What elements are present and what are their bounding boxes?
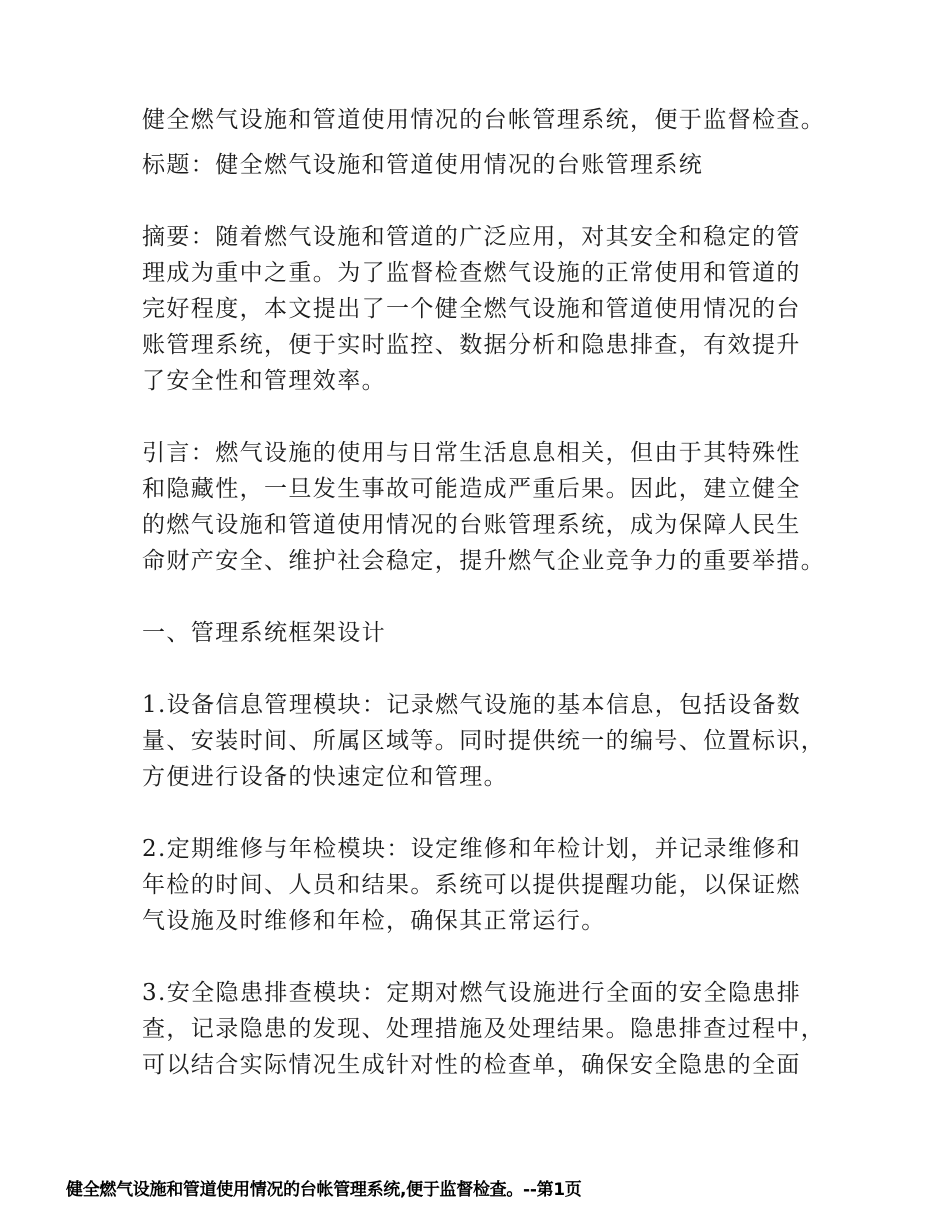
- intro-line: 的燃气设施和管道使用情况的台账管理系统，成为保障人民生: [142, 512, 801, 538]
- item-2-paragraph: [142, 831, 832, 939]
- item-1-paragraph: [142, 687, 832, 795]
- title-line: 标题：健全燃气设施和管道使用情况的台账管理系统: [142, 152, 704, 178]
- item-3-line: 查，记录隐患的发现、处理措施及处理结果。隐患排查过程中，: [142, 1016, 826, 1042]
- abstract-line: 账管理系统，便于实时监控、数据分析和隐患排查，有效提升: [142, 332, 801, 358]
- abstract-line: 完好程度，本文提出了一个健全燃气设施和管道使用情况的台: [142, 296, 801, 322]
- item-3-line: 3.安全隐患排查模块：定期对燃气设施进行全面的安全隐患排: [142, 980, 802, 1006]
- abstract-line: 了安全性和管理效率。: [142, 368, 386, 394]
- heading-line: 健全燃气设施和管道使用情况的台帐管理系统，便于监督检查。: [142, 107, 826, 133]
- item-1-line: 方便进行设备的快速定位和管理。: [142, 764, 508, 790]
- document-body: [142, 102, 832, 1083]
- item-2-line: 2.定期维修与年检模块：设定维修和年检计划，并记录维修和: [142, 836, 802, 862]
- intro-line: 命财产安全、维护社会稳定，提升燃气企业竞争力的重要举措。: [142, 548, 826, 574]
- abstract-line: 摘要：随着燃气设施和管道的广泛应用，对其安全和稳定的管: [142, 224, 801, 250]
- intro-line: 和隐藏性，一旦发生事故可能造成严重后果。因此，建立健全: [142, 476, 801, 502]
- abstract-paragraph: [142, 219, 832, 399]
- item-3-paragraph: [142, 975, 832, 1083]
- item-3-line: 可以结合实际情况生成针对性的检查单，确保安全隐患的全面: [142, 1052, 801, 1078]
- item-1-line: 1.设备信息管理模块：记录燃气设施的基本信息，包括设备数: [142, 692, 802, 718]
- abstract-line: 理成为重中之重。为了监督检查燃气设施的正常使用和管道的: [142, 260, 801, 286]
- section-heading: 一、管理系统框架设计: [142, 620, 386, 646]
- intro-paragraph: [142, 435, 832, 579]
- item-2-line: 年检的时间、人员和结果。系统可以提供提醒功能，以保证燃: [142, 872, 801, 898]
- intro-line: 引言：燃气设施的使用与日常生活息息相关，但由于其特殊性: [142, 440, 801, 466]
- page-footer: 健全燃气设施和管道使用情况的台帐管理系统,便于监督检查。--第1页: [66, 1180, 582, 1200]
- item-2-line: 气设施及时维修和年检，确保其正常运行。: [142, 908, 606, 934]
- item-1-line: 量、安装时间、所属区域等。同时提供统一的编号、位置标识，: [142, 728, 826, 754]
